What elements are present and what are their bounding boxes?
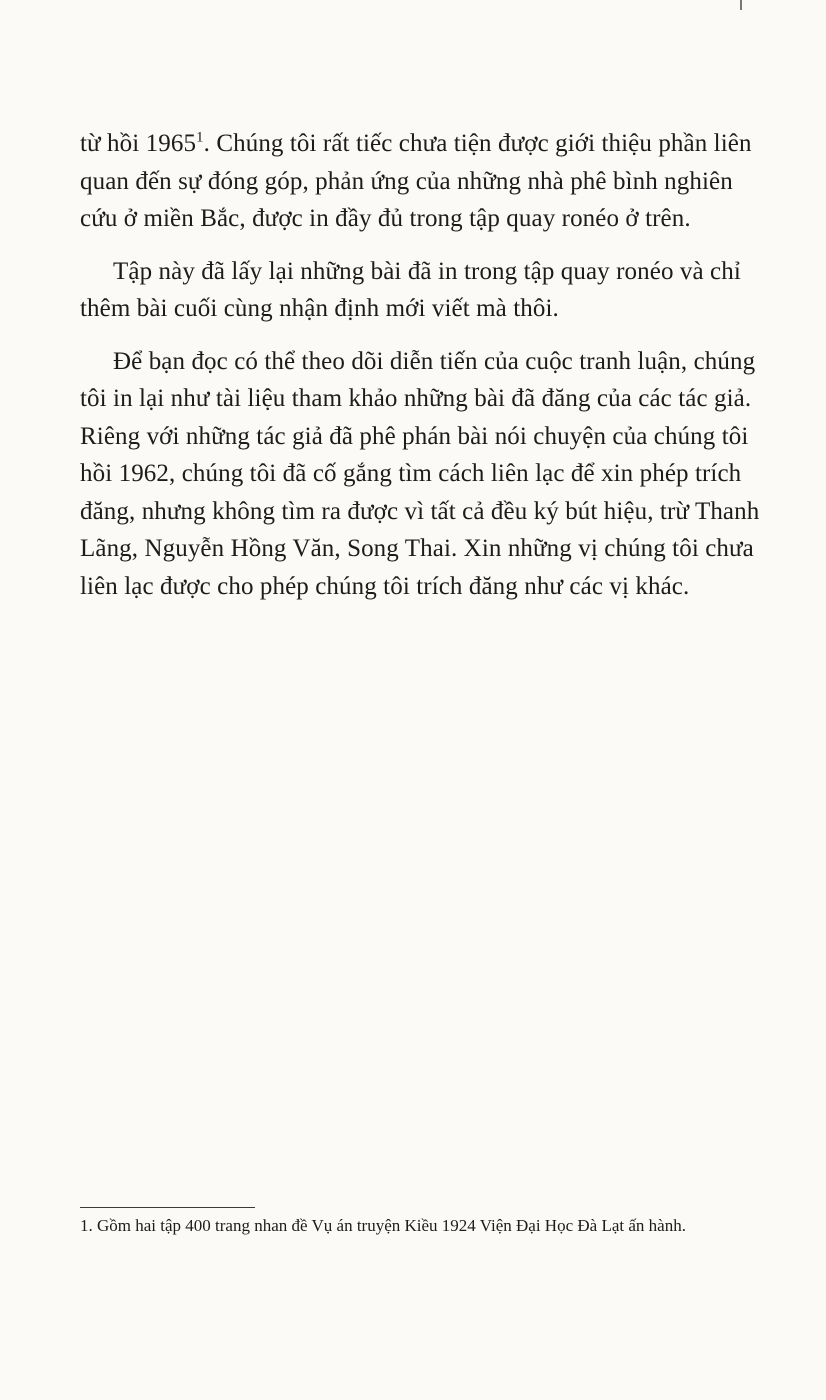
- footnote-divider: [80, 1207, 255, 1208]
- paragraph-1: [80, 125, 760, 238]
- page-edge-mark: [740, 0, 742, 10]
- paragraph-1-start: từ hồi 1965: [80, 130, 197, 157]
- main-text: [80, 125, 760, 620]
- paragraph-3: Để bạn đọc có thể theo dõi diễn tiến của cuộc tranh luận, chúng tôi in lại như tài liệu tham khảo những bài đã đăng của các tác giả. Riêng với những tác giả đã phê phán bài nói chuyện của chúng tôi hồi 1962, chúng tôi đã cố gắng tìm cách liên lạc để xin phép trích đăng, nhưng không tìm ra được vì tất cả đều ký bút hiệu, trừ Thanh Lãng, Nguyễn Hồng Văn, Song Thai. Xin những vị chúng tôi chưa liên lạc được cho phép chúng tôi trích đăng như các vị khác.: [80, 347, 760, 600]
- paragraph-2: Tập này đã lấy lại những bài đã in trong tập quay ronéo và chỉ thêm bài cuối cùng nhận định mới viết mà thôi.: [80, 257, 741, 322]
- footnote-ref: 1: [196, 129, 204, 146]
- footnote: 1. Gồm hai tập 400 trang nhan đề Vụ án truyện Kiều 1924 Viện Đại Học Đà Lạt ấn hành.: [80, 1216, 686, 1235]
- paragraph-1-rest: . Chúng tôi rất tiếc chưa tiện được giới thiệu phần liên quan đến sự đóng góp, phản ứng của những nhà phê bình nghiên cứu ở miền Bắc, được in đầy đủ trong tập quay ronéo ở trên.: [80, 130, 752, 232]
